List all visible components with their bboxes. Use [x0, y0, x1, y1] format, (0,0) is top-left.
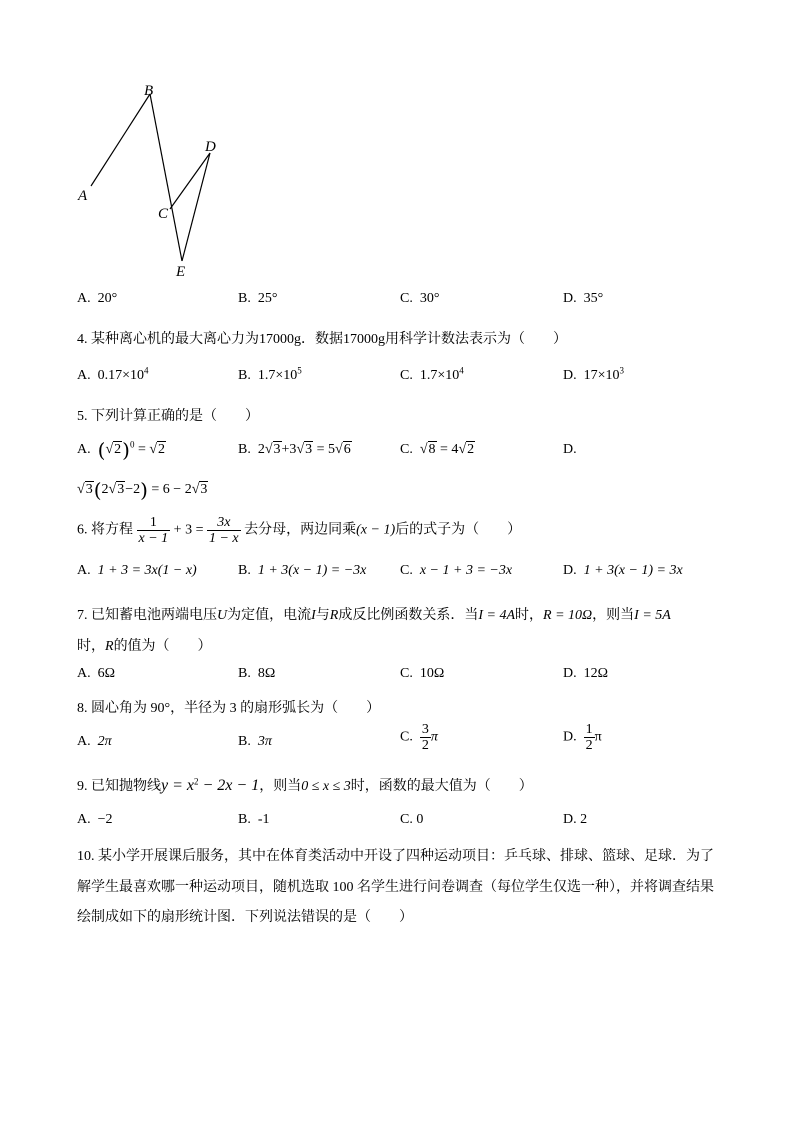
q5-option-c[interactable]: C. √8 = 4√2 [400, 442, 475, 457]
label-c: C [158, 206, 169, 222]
q7-option-a[interactable]: A. 6Ω [77, 666, 116, 681]
q10-stem-line2: 解学生最喜欢哪一种运动项目，随机选取 100 名学生进行问卷调查（每位学生仅选一种），并将调查结果 [77, 880, 714, 895]
q4-option-d[interactable]: D. $17\times 10^3$ [563, 365, 625, 383]
label-a: A [78, 188, 88, 204]
segment-ab [91, 94, 150, 186]
q6-option-b[interactable]: B. 1 + 3(x − 1) = −3x [238, 563, 367, 578]
q10-stem-line3: 绘制成如下的扇形统计图．下列说法错误的是（ ） [77, 910, 413, 925]
q6-stem: 6. 将方程 $\frac{1}{x - 1}$ + 3 = $\frac{3x}{1 - x}$ 去分母，两边同乘(x − 1)后的式子为（ ） [77, 515, 522, 546]
q7-stem-line1: 7. 已知蓄电池两端电压U为定值，电流I与R成反比例函数关系．当I = 4A时，R = 10Ω，则当I = 5A [77, 608, 671, 623]
q6-option-d[interactable]: D. 1 + 3(x − 1) = 3x [563, 563, 683, 578]
q6-fraction-1: $\frac{1}{x - 1}$ [138, 515, 169, 546]
q9-option-c[interactable]: C. 0 [400, 812, 424, 827]
q6-option-a[interactable]: A. 1 + 3 = 3x(1 − x) [77, 563, 197, 578]
q7-option-c[interactable]: C. 10Ω [400, 666, 445, 681]
q4-option-c[interactable]: C. $1.7\times 10^4$ [400, 365, 464, 383]
q3-option-d[interactable]: D. 35° [563, 291, 604, 306]
q5-option-a[interactable]: A. $(√2)^0 = √2$ [77, 438, 166, 462]
q8-stem: 8. 圆心角为 90°，半径为 3 的扇形弧长为（ ） [77, 701, 381, 716]
q5-stem: 5. 下列计算正确的是（ ） [77, 409, 259, 424]
q3-option-c[interactable]: C. 30° [400, 291, 440, 306]
label-d: D [205, 139, 216, 155]
q9-option-d[interactable]: D. 2 [563, 812, 588, 827]
q4-stem: 4. 某种离心机的最大离心力为17000g．数据17000g用科学计数法表示为（ ） [77, 332, 567, 347]
q8-option-a[interactable]: A. 2π [77, 734, 112, 749]
label-b: B [144, 83, 154, 99]
q3-option-b[interactable]: B. 25° [238, 291, 278, 306]
q7-stem-line2: 时，R的值为（ ） [77, 639, 212, 654]
q9-option-b[interactable]: B. -1 [238, 812, 270, 827]
q9-option-a[interactable]: A. −2 [77, 812, 113, 827]
q6-option-c[interactable]: C. x − 1 + 3 = −3x [400, 563, 513, 578]
q8-option-b[interactable]: B. 3π [238, 734, 272, 749]
q9-stem: 9. 已知抛物线$y = x^2 - 2x - 1$，则当0 ≤ x ≤ 3时，函数的最大值为（ ） [77, 776, 533, 794]
q8-option-c[interactable]: C. $\frac{3}{2}$ π [400, 722, 438, 753]
q4-option-a[interactable]: A. $0.17\times 10^4$ [77, 365, 149, 383]
geometry-figure [70, 78, 230, 283]
q4-option-b[interactable]: B. $1.7\times 10^5$ [238, 365, 302, 383]
q5-option-d-letter[interactable]: D. [563, 442, 577, 457]
q7-option-b[interactable]: B. 8Ω [238, 666, 276, 681]
q6-fraction-2: $\frac{3x}{1 - x}$ [208, 515, 239, 546]
segment-ed [182, 153, 210, 261]
q5-option-b[interactable]: B. 2√3+3√3 = 5√6 [238, 442, 351, 457]
q8-option-d[interactable]: D. $\frac{1}{2}$ π [563, 722, 602, 753]
segment-dc [170, 153, 210, 209]
q7-option-d[interactable]: D. 12Ω [563, 666, 609, 681]
q10-stem-line1: 10. 某小学开展课后服务，其中在体育类活动中开设了四种运动项目：乒乓球、排球、篮球、足球．为了 [77, 849, 714, 864]
segment-be [150, 94, 182, 261]
q3-option-a[interactable]: A. 20° [77, 291, 118, 306]
q5-option-d[interactable]: √3(2√3−2) = 6 − 2√3 [77, 478, 208, 502]
label-e: E [176, 264, 186, 280]
